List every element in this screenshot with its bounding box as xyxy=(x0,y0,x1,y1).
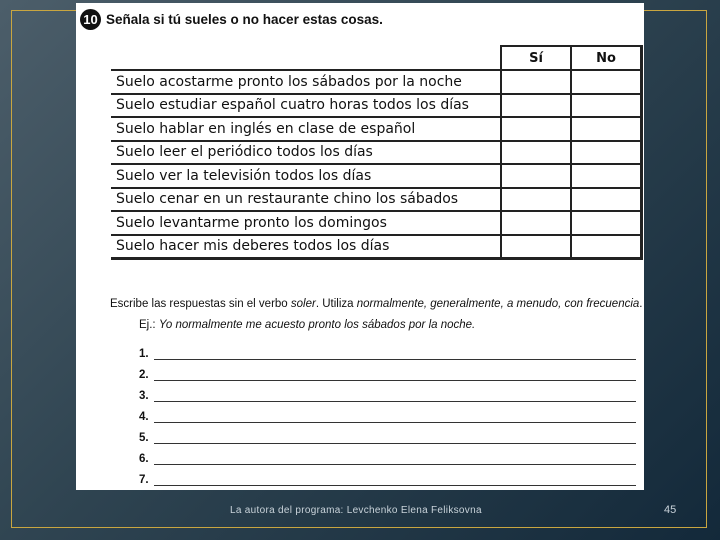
yes-checkbox-cell[interactable] xyxy=(501,188,571,212)
exercise-header xyxy=(80,9,383,30)
author-footer: La autora del programa: Levchenko Elena Feliksovna xyxy=(230,505,482,516)
no-checkbox-cell[interactable] xyxy=(571,70,642,94)
answer-line[interactable] xyxy=(139,444,636,465)
statement-cell: Suelo estudiar español cuatro horas todos los días xyxy=(111,94,501,118)
answer-number: 3. xyxy=(139,390,149,402)
yes-checkbox-cell[interactable] xyxy=(501,235,571,259)
column-header-yes: Sí xyxy=(501,46,571,70)
answer-lines xyxy=(139,339,636,486)
table-header-blank xyxy=(111,46,501,70)
answer-rule[interactable] xyxy=(154,452,636,465)
table-row xyxy=(111,141,642,165)
page-number: 45 xyxy=(664,504,677,516)
instructions-verb: soler xyxy=(290,298,316,310)
table-row xyxy=(111,94,642,118)
no-checkbox-cell[interactable] xyxy=(571,164,642,188)
statement-cell: Suelo ver la televisión todos los días xyxy=(111,164,501,188)
answer-line[interactable] xyxy=(139,465,636,486)
table-row xyxy=(111,235,642,259)
statement-cell: Suelo levantarme pronto los domingos xyxy=(111,211,501,235)
answer-line[interactable] xyxy=(139,402,636,423)
statement-cell: Suelo hacer mis deberes todos los días xyxy=(111,235,501,259)
example-label: Ej.: xyxy=(139,319,159,331)
answer-number: 7. xyxy=(139,474,149,486)
answer-number: 1. xyxy=(139,348,149,360)
no-checkbox-cell[interactable] xyxy=(571,188,642,212)
statement-cell: Suelo leer el periódico todos los días xyxy=(111,141,501,165)
answer-line[interactable] xyxy=(139,423,636,444)
no-checkbox-cell[interactable] xyxy=(571,94,642,118)
table-row xyxy=(111,117,642,141)
no-checkbox-cell[interactable] xyxy=(571,235,642,259)
yes-checkbox-cell[interactable] xyxy=(501,211,571,235)
column-header-no: No xyxy=(571,46,642,70)
no-checkbox-cell[interactable] xyxy=(571,117,642,141)
table-row xyxy=(111,70,642,94)
answer-rule[interactable] xyxy=(154,389,636,402)
instructions xyxy=(110,298,643,310)
table-row xyxy=(111,164,642,188)
exercise-number-badge: 10 xyxy=(80,9,101,30)
statement-cell: Suelo acostarme pronto los sábados por la noche xyxy=(111,70,501,94)
table-row xyxy=(111,211,642,235)
instructions-adverbs: normalmente, generalmente, a menudo, con frecuencia xyxy=(356,298,640,310)
answer-line[interactable] xyxy=(139,360,636,381)
statement-cell: Suelo cenar en un restaurante chino los sábados xyxy=(111,188,501,212)
answer-rule[interactable] xyxy=(154,410,636,423)
yes-checkbox-cell[interactable] xyxy=(501,141,571,165)
answer-number: 6. xyxy=(139,453,149,465)
yes-checkbox-cell[interactable] xyxy=(501,164,571,188)
answer-rule[interactable] xyxy=(154,473,636,486)
exercise-title: Señala si tú sueles o no hacer estas cosas. xyxy=(106,12,383,27)
answer-number: 2. xyxy=(139,369,149,381)
example-sentence xyxy=(139,319,475,331)
worksheet xyxy=(76,3,644,490)
table-row xyxy=(111,188,642,212)
yes-checkbox-cell[interactable] xyxy=(501,70,571,94)
answer-rule[interactable] xyxy=(154,347,636,360)
yes-checkbox-cell[interactable] xyxy=(501,117,571,141)
answer-rule[interactable] xyxy=(154,368,636,381)
instructions-lead: Escribe las respuestas sin el verbo xyxy=(110,298,291,310)
statement-cell: Suelo hablar en inglés en clase de español xyxy=(111,117,501,141)
answer-line[interactable] xyxy=(139,381,636,402)
no-checkbox-cell[interactable] xyxy=(571,141,642,165)
answer-number: 4. xyxy=(139,411,149,423)
answer-rule[interactable] xyxy=(154,431,636,444)
habits-table xyxy=(111,45,643,260)
example-text: Yo normalmente me acuesto pronto los sábados por la noche. xyxy=(158,319,476,331)
no-checkbox-cell[interactable] xyxy=(571,211,642,235)
yes-checkbox-cell[interactable] xyxy=(501,94,571,118)
instructions-mid: . Utiliza xyxy=(315,298,357,310)
answer-number: 5. xyxy=(139,432,149,444)
instructions-end: . xyxy=(639,298,643,310)
answer-line[interactable] xyxy=(139,339,636,360)
